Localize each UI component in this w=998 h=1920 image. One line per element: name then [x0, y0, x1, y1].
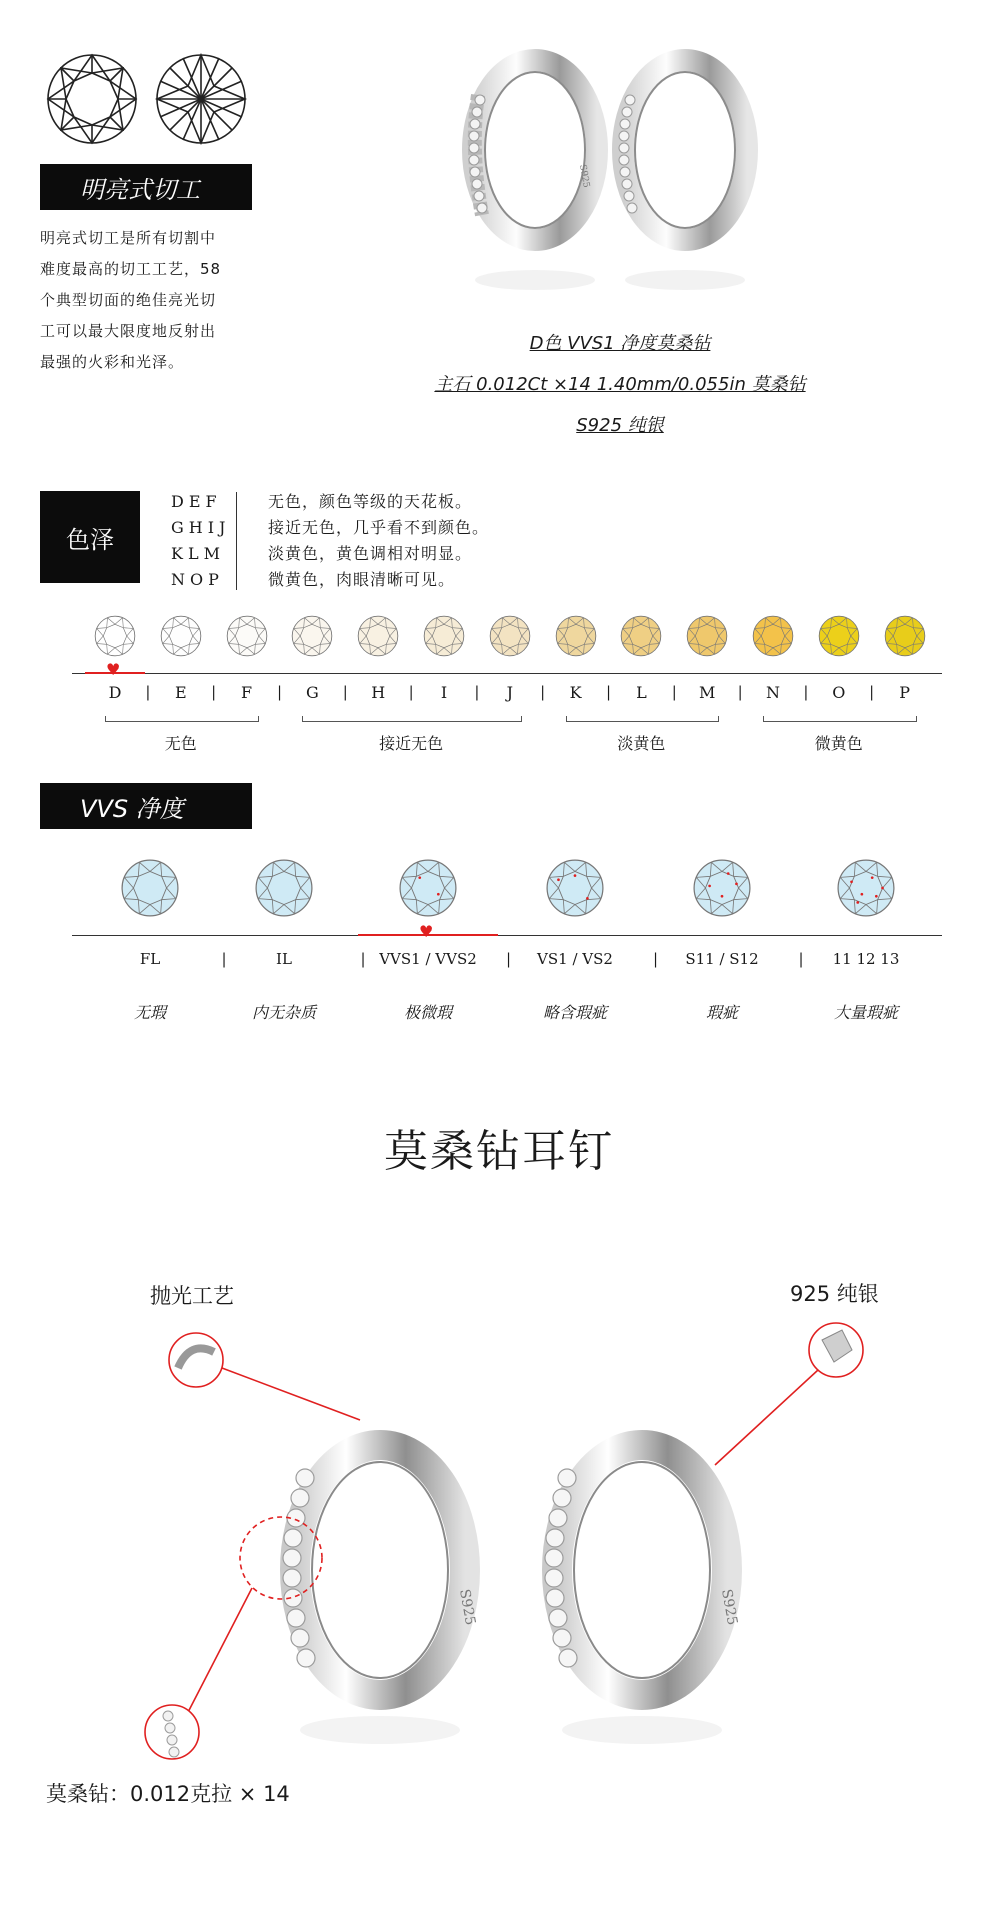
color-stone-p: [883, 614, 927, 658]
round-brilliant-pavilion-diagram: [154, 52, 248, 146]
clarity-stone: [253, 857, 315, 919]
color-group-bracket: [566, 716, 720, 722]
color-separator: |: [145, 683, 151, 701]
color-letter: I: [440, 683, 448, 702]
color-title-bar: [40, 491, 140, 583]
clarity-stone: [835, 857, 897, 919]
clarity-grade-name: 极微瑕: [403, 1003, 452, 1022]
callout-polish-label: 抛光工艺: [150, 1284, 234, 1308]
color-stone-j: [488, 614, 532, 658]
color-stone-g: [290, 614, 334, 658]
color-grade: KLM: [171, 544, 225, 563]
color-selected-heart-icon: ♥: [106, 660, 121, 679]
color-grade-description: 无色，颜色等级的天花板。: [268, 492, 473, 511]
color-letter: H: [371, 683, 386, 702]
engraving-text: S925: [718, 1587, 741, 1627]
color-stone-e: [159, 614, 203, 658]
color-group-bracket: [302, 716, 521, 722]
clarity-separator: |: [505, 950, 512, 968]
clarity-stone: [691, 857, 753, 919]
color-grade-list: [171, 489, 230, 593]
color-grade: GHIJ: [171, 518, 231, 537]
color-grade-description: 淡黄色，黄色调相对明显。: [268, 544, 473, 563]
color-group-label: 微黄色: [814, 734, 863, 753]
color-stone-d: [93, 614, 137, 658]
clarity-stone: [397, 857, 459, 919]
clarity-grade-name: 无瑕: [133, 1003, 166, 1022]
color-separator: |: [671, 683, 677, 701]
cut-title: 明亮式切工: [80, 175, 200, 204]
earrings-detail-photo: [0, 1300, 998, 1780]
cut-description-line: 难度最高的切工工艺，58: [40, 260, 222, 278]
cut-description-line: 最强的火彩和光泽。: [40, 353, 185, 371]
color-group-label: 无色: [164, 734, 197, 753]
clarity-scale: [0, 845, 998, 1025]
color-separator: |: [737, 683, 743, 701]
color-scale-axis: [72, 673, 942, 674]
clarity-separator: |: [798, 950, 804, 968]
clarity-separator: |: [652, 950, 659, 968]
clarity-separator: |: [360, 950, 366, 968]
cut-description-line: 工可以最大限度地反射出: [40, 322, 217, 340]
cut-title-bar: [40, 164, 252, 210]
earrings-product-photo: [430, 45, 810, 305]
clarity-separator: |: [221, 950, 227, 968]
color-stone-o: [817, 614, 861, 658]
clarity-grade: 11 12 13: [832, 950, 900, 968]
color-scale: [0, 600, 998, 760]
color-separator: |: [276, 683, 283, 701]
color-letter: M: [698, 683, 716, 702]
spec-line-1: D色 VVS1 净度莫桑钻: [529, 333, 711, 354]
color-stone-i: [422, 614, 466, 658]
color-separator: |: [342, 683, 348, 701]
color-separator: |: [605, 683, 612, 701]
color-grade: NOP: [171, 570, 224, 589]
color-stone-f: [225, 614, 269, 658]
clarity-selected-heart-icon: ♥: [419, 922, 434, 941]
callout-silver-label: 925 纯银: [790, 1282, 879, 1306]
clarity-grade: FL: [139, 950, 161, 968]
color-stone-m: [685, 614, 729, 658]
color-separator: |: [540, 683, 546, 701]
spec-line-3: S925 纯银: [576, 415, 664, 436]
color-separator: |: [474, 683, 480, 701]
color-grade-description: 微黄色，肉眼清晰可见。: [268, 570, 456, 589]
clarity-grade: VVS1 / VVS2: [379, 950, 477, 968]
round-brilliant-crown-diagram: [45, 52, 139, 146]
color-separator: |: [211, 683, 217, 701]
color-separator: |: [408, 683, 414, 701]
color-stone-n: [751, 614, 795, 658]
clarity-scale-axis: [72, 935, 942, 936]
color-letter: E: [174, 683, 187, 702]
cut-description-line: 个典型切面的绝佳亮光切: [40, 291, 217, 309]
color-group-bracket: [763, 716, 917, 722]
color-letter: J: [506, 683, 513, 702]
engraving-text: S925: [577, 163, 591, 189]
color-grade-description: 接近无色，几乎看不到颜色。: [268, 518, 490, 537]
cut-description-line: 明亮式切工是所有切割中: [40, 229, 217, 247]
color-group-label: 淡黄色: [617, 734, 666, 753]
clarity-grade-name: 略含瑕疵: [542, 1003, 607, 1022]
color-letter: K: [569, 683, 582, 702]
color-group-label: 接近无色: [379, 734, 444, 753]
cut-description: [40, 223, 240, 378]
color-letter: O: [832, 683, 846, 702]
color-letter: G: [306, 683, 319, 702]
color-group-bracket: [105, 716, 259, 722]
color-stone-k: [554, 614, 598, 658]
clarity-grade-name: 瑕疵: [705, 1003, 738, 1022]
color-letter: F: [241, 683, 253, 702]
clarity-grade-name: 内无杂质: [251, 1003, 316, 1022]
color-stone-l: [619, 614, 663, 658]
clarity-grade: VS1 / VS2: [537, 950, 613, 968]
engraving-text: S925: [456, 1587, 479, 1627]
clarity-grade: IL: [276, 950, 292, 968]
color-stone-h: [356, 614, 400, 658]
color-letter: D: [108, 683, 122, 702]
color-grade: DEF: [171, 492, 222, 511]
clarity-stone: [544, 857, 606, 919]
clarity-title: VVS 净度: [80, 794, 184, 823]
clarity-title-bar: [40, 783, 252, 829]
clarity-grade: S11 / S12: [685, 950, 759, 968]
color-separator: |: [803, 683, 809, 701]
color-title: 色泽: [66, 525, 114, 554]
color-letter: L: [636, 683, 647, 702]
spec-line-2: 主石 0.012Ct ×14 1.40mm/0.055in 莫桑钻: [434, 374, 806, 395]
callout-stone-label: 莫桑钻：0.012克拉 × 14: [46, 1782, 290, 1806]
product-title: 莫桑钻耳钉: [384, 1126, 614, 1177]
color-separator: |: [869, 683, 875, 701]
color-grade-descriptions: [268, 489, 489, 593]
color-letter: N: [766, 683, 780, 702]
color-letter: P: [899, 683, 910, 702]
color-grade-divider: [236, 492, 237, 590]
clarity-stone: [119, 857, 181, 919]
clarity-grade-name: 大量瑕疵: [833, 1003, 898, 1022]
